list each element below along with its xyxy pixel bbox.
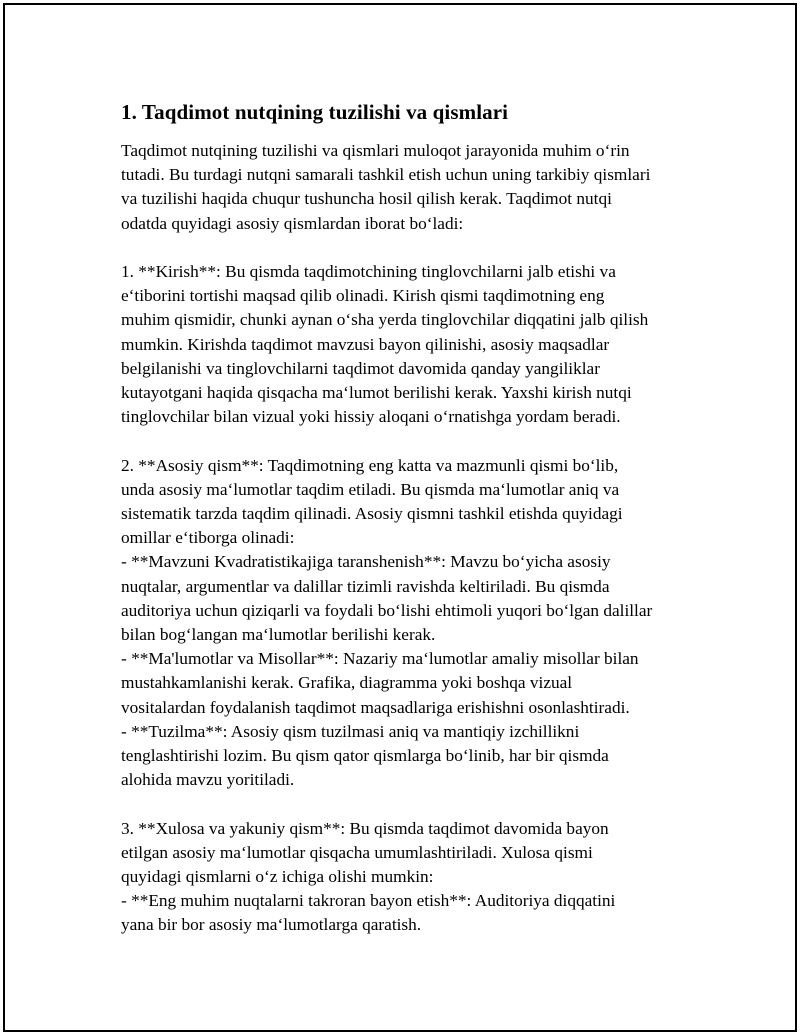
document-body <box>121 98 711 938</box>
section-1-paragraph: 1. **Kirish**: Bu qismda taqdimotchining tinglovchilarni jalb etishi va e‘tiborini tortishi maqsad qilib olinadi. Kirish qismi taqdimotning eng muhim qismidir, chunki aynan o‘sha yerda tinglovchilar diqqatini jalb qilish mumkin. Kirishda taqdimot mavzusi bayon qilinishi, asosiy maqsadlar belgilanishi va tinglovchilarni taqdimot davomida qanday yangiliklar kutayotgani haqida qisqacha ma‘lumot berilishi kerak. Yaxshi kirish nutqi tinglovchilar bilan vizual yoki hissiy aloqani o‘rnatishga yordam beradi. <box>121 262 649 427</box>
paragraph-spacer <box>121 429 711 453</box>
paragraph-spacer <box>121 792 711 816</box>
section-2-paragraph: 2. **Asosiy qism**: Taqdimotning eng katta va mazmunli qismi bo‘lib, unda asosiy ma‘lumotlar taqdim etiladi. Bu qismda ma‘lumotlar aniq va sistematik tarzda taqdim qilinadi. Asosiy qismni tashkil etishda quyidagi omillar e‘tiborga olinadi: - **Mavzuni Kvadratistikajiga taranshenish**: Mavzu bo‘yicha asosiy nuqtalar, argumentlar va dalillar tizimli ravishda keltiriladi. Bu qismda auditoriya uchun qiziqarli va foydali bo‘lishi ehtimoli yuqori bo‘lgan dalillar bilan bog‘langan ma‘lumotlar berilishi kerak. - **Ma'lumotlar va Misollar**: Nazariy ma‘lumotlar amaliy misollar bilan mustahkamlanishi kerak. Grafika, diagramma yoki boshqa vizual vositalardan foydalanish taqdimot maqsadlariga erishishni osonlashtiradi. - **Tuzilma**: Asosiy qism tuzilmasi aniq va mantiqiy izchillikni tenglashtirishi lozim. Bu qism qator qismlarga bo‘linib, har bir qismda alohida mavzu yoritiladi. <box>121 455 653 790</box>
intro-paragraph: Taqdimot nutqining tuzilishi va qismlari muloqot jarayonida muhim o‘rin tutadi. Bu turdagi nutqni samarali tashkil etish uchun uning tarkibiy qismlari va tuzilishi haqida chuqur tushuncha hosil qilish kerak. Taqdimot nutqi odatda quyidagi asosiy qismlardan iborat bo‘ladi: <box>121 141 651 233</box>
document-page <box>3 3 797 1032</box>
section-heading: 1. Taqdimot nutqining tuzilishi va qismlari <box>121 100 509 124</box>
section-3-paragraph: 3. **Xulosa va yakuniy qism**: Bu qismda taqdimot davomida bayon etilgan asosiy ma‘lumotlar qisqacha umumlashtiriladi. Xulosa qismi quyidagi qismlarni o‘z ichiga olishi mumkin: - **Eng muhim nuqtalarni takroran bayon etish**: Auditoriya diqqatini yana bir bor asosiy ma‘lumotlarga qaratish. <box>121 818 616 935</box>
paragraph-spacer <box>121 236 711 260</box>
